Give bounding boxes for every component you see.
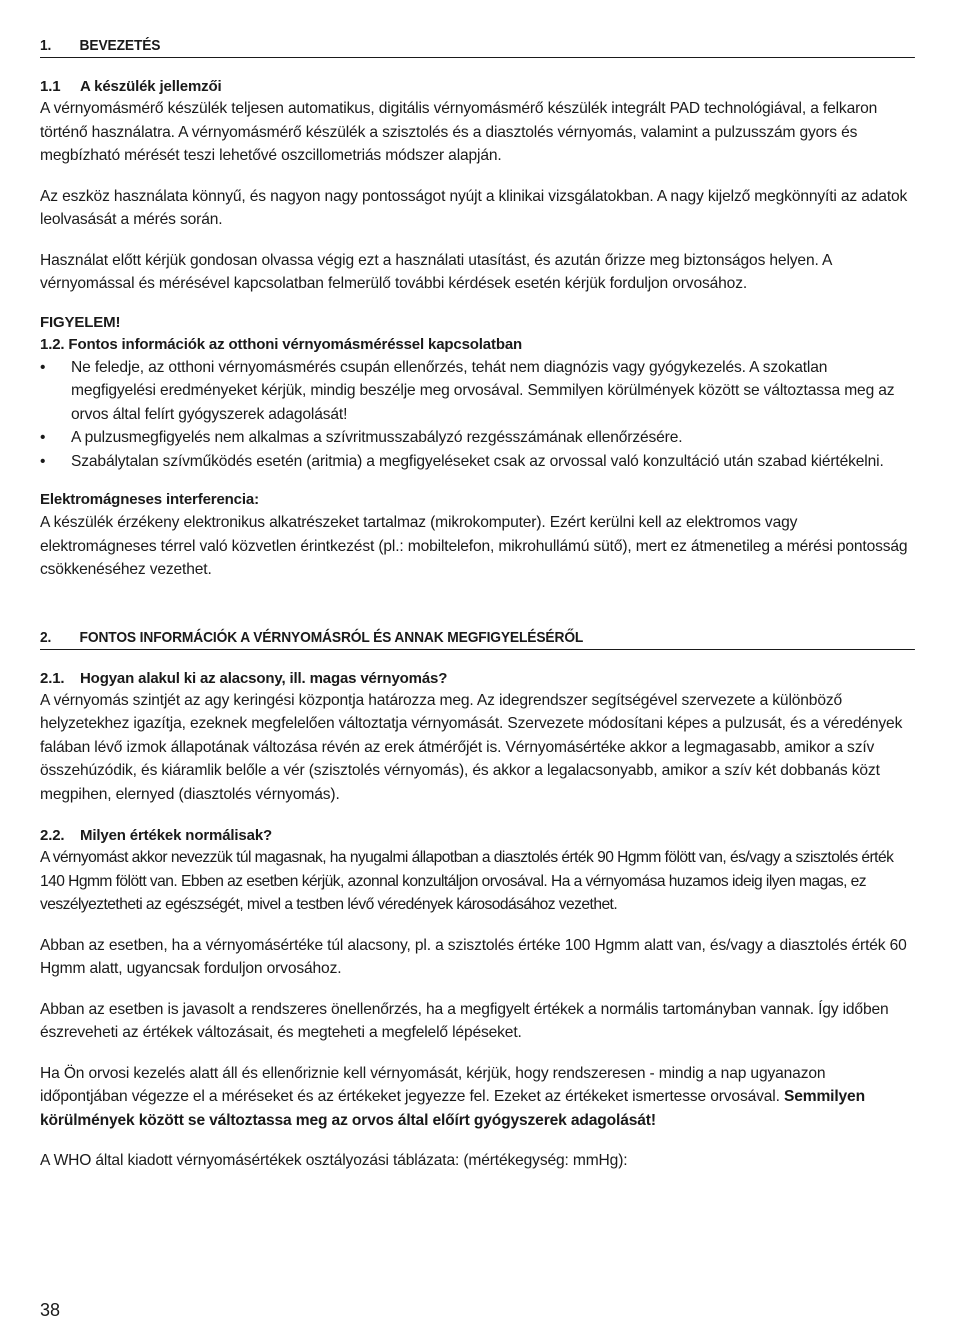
paragraph: A készülék érzékeny elektronikus alkatrészeket tartalmaz (mikrokomputer). Ezért kerülni kell az elektromos vagy elektromágneses térrel való közvetlen érintkezést (pl.: mobiltelefon, mikrohullámú sütő), mert ez átmenetileg a mérési pontosság csökkenéséhez vezethet. [40, 514, 908, 578]
paragraph-text: Ha Ön orvosi kezelés alatt áll és ellenőriznie kell vérnyomását, kérjük, hogy rendszeresen - mindig a nap ugyanazon időpontjában végezze el a méréseket és az értékeket jegyezze fel. Ezeket az értékeket ismertesse orvosával. [40, 1064, 826, 1105]
list-item: • Ne feledje, az otthoni vérnyomásmérés csupán ellenőrzés, tehát nem diagnózis vagy gyógykezelés. A szokatlan megfigyelési eredményeket kérjük, mindig beszélje meg orvosával. Semmilyen körülmények között se változtassa meg az orvos által felírt gyógyszerek adagolását! [40, 356, 915, 427]
warning-label: FIGYELEM! [40, 313, 121, 331]
subsection-number: 2.1. [40, 669, 65, 687]
section-2-heading [40, 628, 915, 650]
subsection-2-2-heading [40, 826, 915, 846]
paragraph: Használat előtt kérjük gondosan olvassa végig ezt a használati utasítást, és azután őrizze meg biztonságos helyen. A vérnyomással és mérésével kapcsolatban felmerülő további kérdések esetén kérjük forduljon orvosához. [40, 251, 832, 292]
section-title: FONTOS INFORMÁCIÓK A VÉRNYOMÁSRÓL ÉS ANNAK MEGFIGYELÉSÉRŐL [79, 628, 584, 646]
warning-heading: 1.2. Fontos információk az otthoni vérnyomásméréssel kapcsolatban [40, 335, 523, 353]
paragraph: Abban az esetben, ha a vérnyomásértéke túl alacsony, pl. a szisztolés értéke 100 Hgmm alatt van, és/vagy a diasztolés érték 60 Hgmm alatt, ugyancsak forduljon orvosához. [40, 936, 907, 977]
list-item: • A pulzusmegfigyelés nem alkalmas a szívritmusszabályzó rezgésszámának ellenőrzésére. [40, 426, 915, 450]
section-number: 1. [40, 37, 52, 54]
paragraph: A vérnyomás szintjét az agy keringési központja határozza meg. Az idegrendszer segítségével szervezete a különböző helyzetekhez igazítja, ezeknek megfelelően változtatja vérnyomását. Szervezete módosítani képes a pulzusát, és a véredények falában lévő izmok állapotának változása révén az erek átmérőjét is. Vérnyomásértéke akkor a legmagasabb, amikor a szív összehúzódik, és kiáramlik belőle a vér (szisztolés vérnyomás), és akkor a legalacsonyabb, amikor a szív két dobbanás közt megpihen, elernyed (diasztolés vérnyomás). [40, 691, 903, 803]
subsection-2-1-heading [40, 669, 915, 689]
paragraph: A WHO által kiadott vérnyomásértékek osztályozási táblázata: (mértékegység: mmHg): [40, 1152, 628, 1169]
section-1-heading [40, 36, 915, 58]
manual-page [40, 36, 915, 1173]
paragraph [40, 1062, 915, 1133]
subsection-title: Milyen értékek normálisak? [80, 827, 273, 844]
subsection-number: 2.2. [40, 827, 65, 844]
paragraph: A vérnyomást akkor nevezzük túl magasnak, ha nyugalmi állapotban a diasztolés érték 90 Hgmm fölött van, és/vagy a szisztolés érték 140 Hgmm fölött van. Ebben az esetben kérjük, azonnal konzultáljon orvosával. Ha a vérnyomása huzamos ideig ilyen magas, ez veszélyeztetheti az egészségét, mivel a testben lévő véredények károsodásához vezethet. [40, 849, 894, 913]
paragraph: Abban az esetben is javasolt a rendszeres önellenőrzés, ha a megfigyelt értékek a normális tartományban vannak. Így időben észreveheti az értékek változásait, és megteheti a megfelelő lépéseket. [40, 1000, 889, 1041]
paragraph: A vérnyomásmérő készülék teljesen automatikus, digitális vérnyomásmérő készülék integrált PAD technológiával, a felkaron történő használatra. A vérnyomásmérő készülék a szisztolés és a diasztolés vérnyomás, valamint a pulzusszám gyors és megbízható mérését teszi lehetővé oszcillometriás módszer alapján. [40, 100, 878, 164]
emi-heading: Elektromágneses interferencia: [40, 491, 259, 508]
subsection-title: A készülék jellemzői [80, 78, 222, 95]
bold-warning-text: Semmilyen körülmények között se változtassa meg az orvos által előírt gyógyszerek adagolását! [40, 1088, 865, 1129]
list-item: • Szabálytalan szívműködés esetén (aritmia) a megfigyeléseket csak az orvossal való konzultáció után szabad kiértékelni. [40, 450, 915, 474]
section-title: BEVEZETÉS [79, 37, 161, 54]
page-number: 38 [40, 1300, 61, 1320]
paragraph: Az eszköz használata könnyű, és nagyon nagy pontosságot nyújt a klinikai vizsgálatokban. A nagy kijelző megkönnyíti az adatok leolvasását a mérés során. [40, 187, 908, 228]
subsection-number: 1.1 [40, 78, 61, 95]
subsection-title: Hogyan alakul ki az alacsony, ill. magas vérnyomás? [80, 669, 448, 687]
subsection-1-1-heading [40, 77, 915, 97]
warning-list [40, 356, 915, 474]
section-number: 2. [40, 628, 52, 646]
